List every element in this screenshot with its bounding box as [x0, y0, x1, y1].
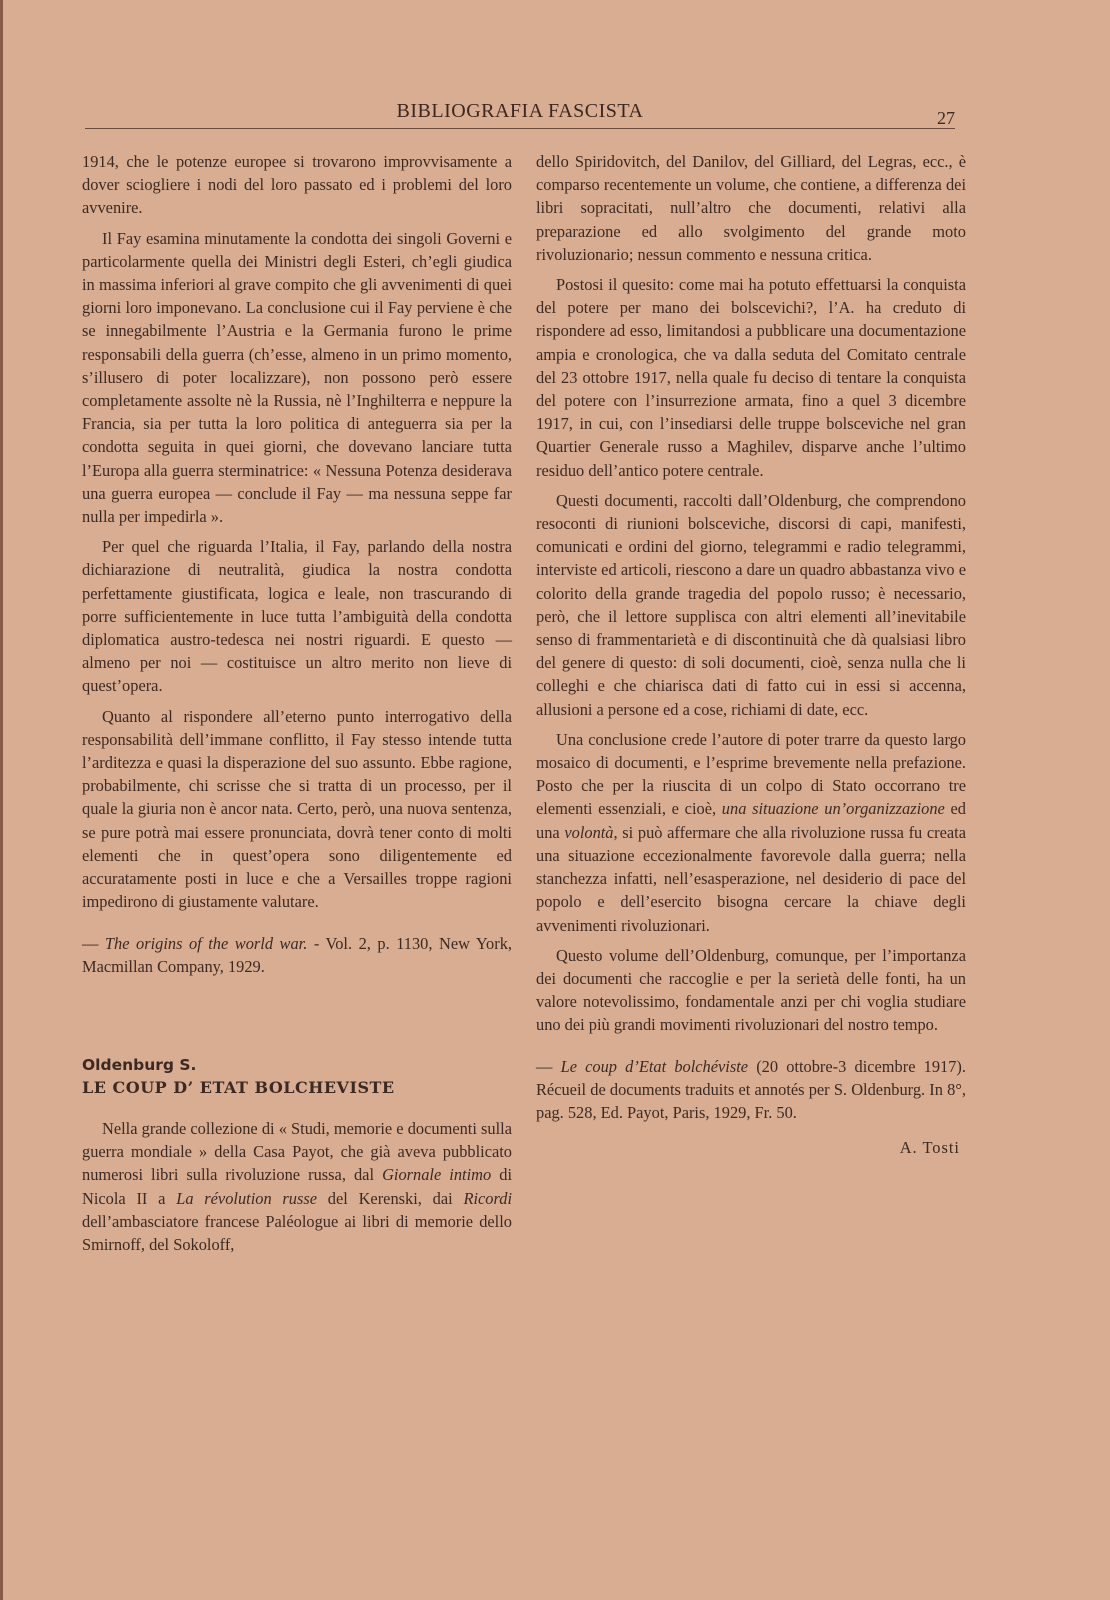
- text-run: Una conclusione crede l’autore di poter trarre da questo largo mosaico di documenti, e l’esprime brevemente nella prefazione. Posto che per la riuscita di un colpo di Stato occorrano tre elementi essenziali, e cioè,: [536, 729, 966, 819]
- page-number: 27: [937, 108, 955, 128]
- citation-details: - Vol. 2, p. 1130, New York, Macmillan Company, 1929.: [82, 933, 512, 976]
- paragraph: dello Spiridovitch, del Danilov, del Gilliard, del Legras, ecc., è comparso recentemente un volume, che contiene, a differenza dei libri sopracitati, null’altro che documenti, relativi alla preparazione ed allo svolgimento del grande moto rivoluzionario; nessun commento e nessuna critica.: [536, 152, 966, 264]
- text-run: dell’ambasciatore francese Paléologue ai libri di memorie dello Smirnoff, del Sokoloff,: [82, 1211, 512, 1254]
- running-header: [85, 100, 955, 130]
- bibliographic-citation: [82, 932, 512, 978]
- citation-dash: —: [82, 933, 105, 953]
- citation-title: Le coup d’Etat bolchéviste: [560, 1056, 749, 1076]
- page-binding-edge: [0, 0, 3, 1600]
- text-run: del Kerenski, dai: [317, 1188, 464, 1208]
- paragraph: Quanto al rispondere all’eterno punto interrogativo della responsabilità dell’immane conflitto, il Fay stesso intende tutta l’arditezza e quasi la disperazione del suo assunto. Ebbe ragione, probabilmente, chi scrisse che si tratta di un processo, per il quale la giuria non è ancor nata. Certo, però, una nuova sentenza, se pure potrà mai essere pronunciata, dovrà tener conto di molti elementi che in quest’opera sono diligentemente ed accuratamente posti in luce e che a Versailles troppe ragioni impedirono di giustamente valutare.: [82, 706, 512, 912]
- header-title: BIBLIOGRAFIA FASCISTA: [396, 100, 644, 122]
- citation-title: The origins of the world war.: [104, 933, 308, 953]
- right-column: [536, 150, 966, 1158]
- paragraph: Il Fay esamina minutamente la condotta dei singoli Governi e particolarmente quella dei Ministri degli Esteri, ch’egli giudica in massima inferiori al grave compito che gli avvenimenti di quei giorni loro imponevano. La conclusione cui il Fay perviene è che se innegabilmente l’Austria e la Germania furono le prime responsabili della guerra (ch’esse, almeno in un primo momento, s’illusero di poter localizzare), non possono però essere completamente assolte nè la Russia, nè l’Inghilterra e neppure la Francia, sia per tutta la loro politica di anteguerra sia per la condotta seguita in quei giorni, che dovevano lanciare tutta l’Europa alla guerra sterminatrice: « Nessuna Potenza desiderava una guerra europea — conclude il Fay — ma nessuna seppe far nulla per impedirla ».: [82, 228, 512, 527]
- paragraph: [82, 1117, 512, 1256]
- citation-dash: —: [536, 1056, 561, 1076]
- italic-title: Giornale intimo: [382, 1165, 492, 1185]
- italic-title: La révolution russe: [176, 1188, 318, 1208]
- book-title: LE COUP D’ ETAT BOLCHEVISTE: [82, 1077, 395, 1097]
- italic-title: Ricordi: [463, 1188, 512, 1208]
- text-run: ed una: [536, 799, 967, 842]
- italic-phrase: una situazione un’organizzazione: [721, 799, 945, 819]
- italic-phrase: volontà: [564, 822, 614, 842]
- paragraph: Questi documenti, raccolti dall’Oldenburg, che comprendono resoconti di riunioni bolsceviche, discorsi di capi, manifesti, comunicati e ordini del giorno, telegrammi e radio telegrammi, interviste ed articoli, riescono a dare un quadro abbastanza vivo e colorito della grande tragedia del popolo russo; è necessario, però, che il lettore supplisca con altri elementi all’inevitabile senso di frammentarietà e di discontinuità che dà qualsiasi libro del genere di questo: di soli documenti, cioè, senza nulla che li colleghi e che chiarisca dati di fatto cui in essi si accenna, allusioni a persone ed a cose, richiami di date, ecc.: [536, 490, 966, 719]
- book-author: Oldenburg S.: [82, 1055, 197, 1074]
- header-rule: [85, 128, 955, 129]
- paragraph: Questo volume dell’Oldenburg, comunque, per l’importanza dei documenti che raccoglie e per la serietà delle fonti, ha un valore notevolissimo, fondamentale anzi per chi voglia studiare uno dei più grandi movimenti rivoluzionari del nostro tempo.: [536, 945, 966, 1035]
- bibliographic-citation: [536, 1055, 966, 1125]
- paragraph: 1914, che le potenze europee si trovarono improvvisamente a dover sciogliere i nodi del loro passato ed i problemi del loro avvenire.: [82, 152, 512, 218]
- citation-details: (20 ottobre-3 dicembre 1917). Récueil de documents traduits et annotés per S. Oldenburg. In 8°, pag. 528, Ed. Payot, Paris, 1929, Fr. 50.: [536, 1056, 966, 1122]
- text-run: Nella grande collezione di « Studi, memorie e documenti sulla guerra mondiale » della Casa Payot, che già aveva pubblicato numerosi libri sulla rivoluzione russa, dal: [82, 1118, 512, 1185]
- author-signature: A. Tosti: [899, 1138, 960, 1158]
- left-column: [82, 150, 512, 1256]
- paragraph: Per quel che riguarda l’Italia, il Fay, parlando della nostra dichiarazione di neutralità, giudica la nostra condotta perfettamente giustificata, logica e leale, non trascurando di porre sufficientemente in luce tutta l’ambiguità della condotta diplomatica austro-tedesca nei nostri riguardi. E questo — almeno per noi — costituisce un altro merito non lieve di quest’opera.: [82, 537, 512, 696]
- text-run: , si può affermare che alla rivoluzione russa fu creata una situazione eccezionalmente favorevole dalla guerra; nella stanchezza infatti, nell’esasperazione, nel desiderio di pace del popolo e dell’esercito bisogna cercare la chiave degli avvenimenti rivoluzionari.: [536, 822, 967, 935]
- paragraph: [536, 728, 966, 937]
- text-run: di Nicola II a: [82, 1165, 513, 1208]
- paragraph: Postosi il quesito: come mai ha potuto effettuarsi la conquista del potere per mano dei bolscevichi?, l’A. ha creduto di rispondere ad esso, limitandosi a pubblicare una documentazione ampia e cronologica, che va dalla seduta del Comitato centrale del 23 ottobre 1917, nella quale fu deciso di tentare la conquista del potere con l’insurrezione armata, fino a quel 3 dicembre 1917, in cui, con l’insediarsi delle truppe bolsceviche nel gran Quartier Generale russo a Maghilev, disparve anche l’ultimo residuo dell’antico potere centrale.: [536, 275, 966, 480]
